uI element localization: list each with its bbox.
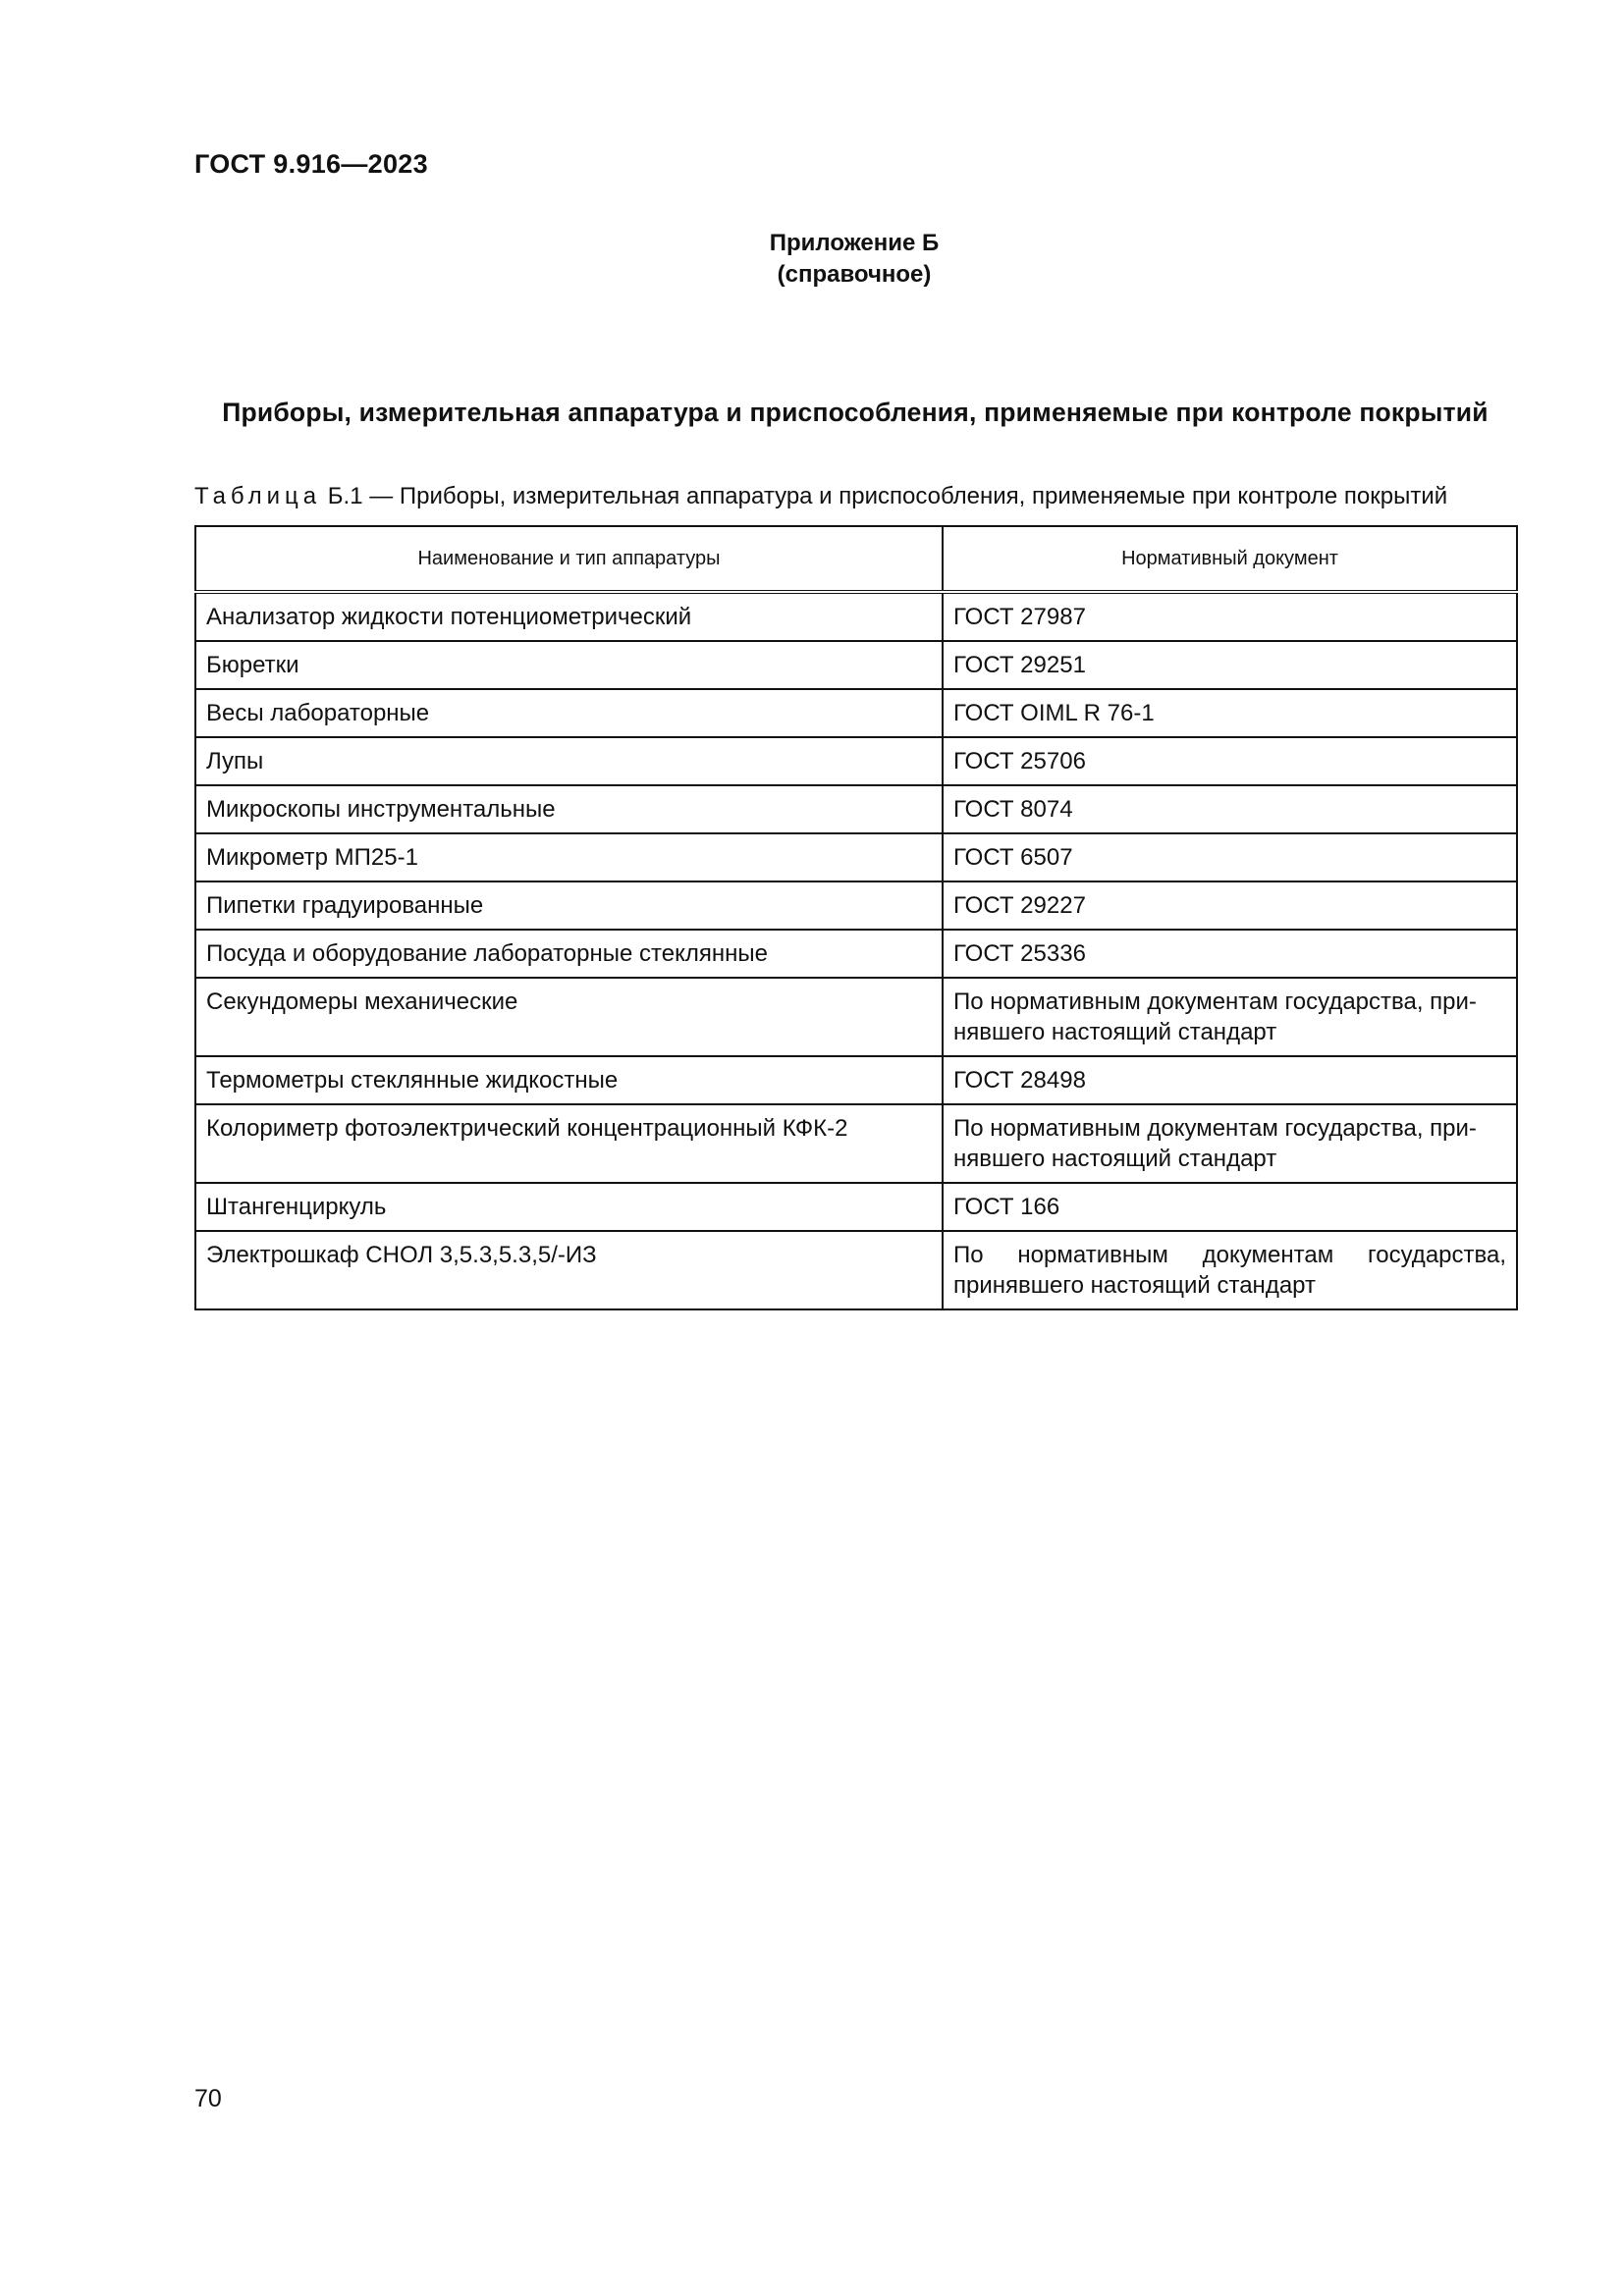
column-header-name: Наименование и тип аппаратуры	[195, 526, 943, 592]
table-row	[195, 689, 1517, 737]
normative-document-cell: По нормативным документам государства, принявшего настоящий стандарт	[943, 1231, 1517, 1309]
table-row	[195, 1231, 1517, 1309]
equipment-name-cell: Электрошкаф СНОЛ 3,5.3,5.3,5/-ИЗ	[195, 1231, 943, 1309]
normative-document-cell: По нормативным документам государства, при-нявшего настоящий стандарт	[943, 978, 1517, 1056]
table-row	[195, 785, 1517, 833]
normative-document-cell: По нормативным документам государства, при-нявшего настоящий стандарт	[943, 1104, 1517, 1183]
table-header-row	[195, 526, 1517, 592]
table-row	[195, 1056, 1517, 1104]
table-row	[195, 1183, 1517, 1231]
normative-document-cell: ГОСТ 6507	[943, 833, 1517, 881]
normative-document-cell: ГОСТ 25706	[943, 737, 1517, 785]
normative-document-cell: ГОСТ 166	[943, 1183, 1517, 1231]
appendix-heading	[0, 228, 1624, 291]
equipment-name-cell: Колориметр фотоэлектрический концентрационный КФК-2	[195, 1104, 943, 1183]
normative-document-cell: ГОСТ 8074	[943, 785, 1517, 833]
table-caption-prefix: Таблица	[194, 483, 322, 509]
equipment-name-cell: Микрометр МП25-1	[195, 833, 943, 881]
table-caption-text: Б.1 — Приборы, измерительная аппаратура и приспособления, применяемые при контроле покрытий	[321, 483, 1448, 509]
table-row	[195, 1104, 1517, 1183]
table-row	[195, 881, 1517, 930]
appendix-title: Приложение Б	[769, 230, 940, 256]
normative-document-cell: ГОСТ 25336	[943, 930, 1517, 978]
table-caption	[194, 483, 1520, 510]
equipment-name-cell: Анализатор жидкости потенциометрический	[195, 592, 943, 641]
section-title: Приборы, измерительная аппаратура и приспособления, применяемые при контроле покрытий	[222, 398, 1489, 427]
equipment-name-cell: Весы лабораторные	[195, 689, 943, 737]
table-row	[195, 641, 1517, 689]
table-row	[195, 978, 1517, 1056]
normative-document-cell: ГОСТ 28498	[943, 1056, 1517, 1104]
table-row	[195, 737, 1517, 785]
equipment-name-cell: Штангенциркуль	[195, 1183, 943, 1231]
equipment-name-cell: Термометры стеклянные жидкостные	[195, 1056, 943, 1104]
normative-document-cell: ГОСТ 27987	[943, 592, 1517, 641]
column-header-document: Нормативный документ	[943, 526, 1517, 592]
equipment-table	[194, 525, 1518, 1310]
equipment-name-cell: Микроскопы инструментальные	[195, 785, 943, 833]
equipment-name-cell: Пипетки градуированные	[195, 881, 943, 930]
equipment-name-cell: Посуда и оборудование лабораторные стеклянные	[195, 930, 943, 978]
table-row	[195, 592, 1517, 641]
equipment-name-cell: Бюретки	[195, 641, 943, 689]
normative-document-cell: ГОСТ OIML R 76-1	[943, 689, 1517, 737]
table-row	[195, 930, 1517, 978]
page-number: 70	[194, 2085, 222, 2112]
normative-document-cell: ГОСТ 29227	[943, 881, 1517, 930]
equipment-name-cell: Секундомеры механические	[195, 978, 943, 1056]
equipment-name-cell: Лупы	[195, 737, 943, 785]
appendix-subtitle: (справочное)	[777, 261, 932, 288]
table-row	[195, 833, 1517, 881]
normative-document-cell: ГОСТ 29251	[943, 641, 1517, 689]
document-code: ГОСТ 9.916—2023	[194, 149, 428, 179]
